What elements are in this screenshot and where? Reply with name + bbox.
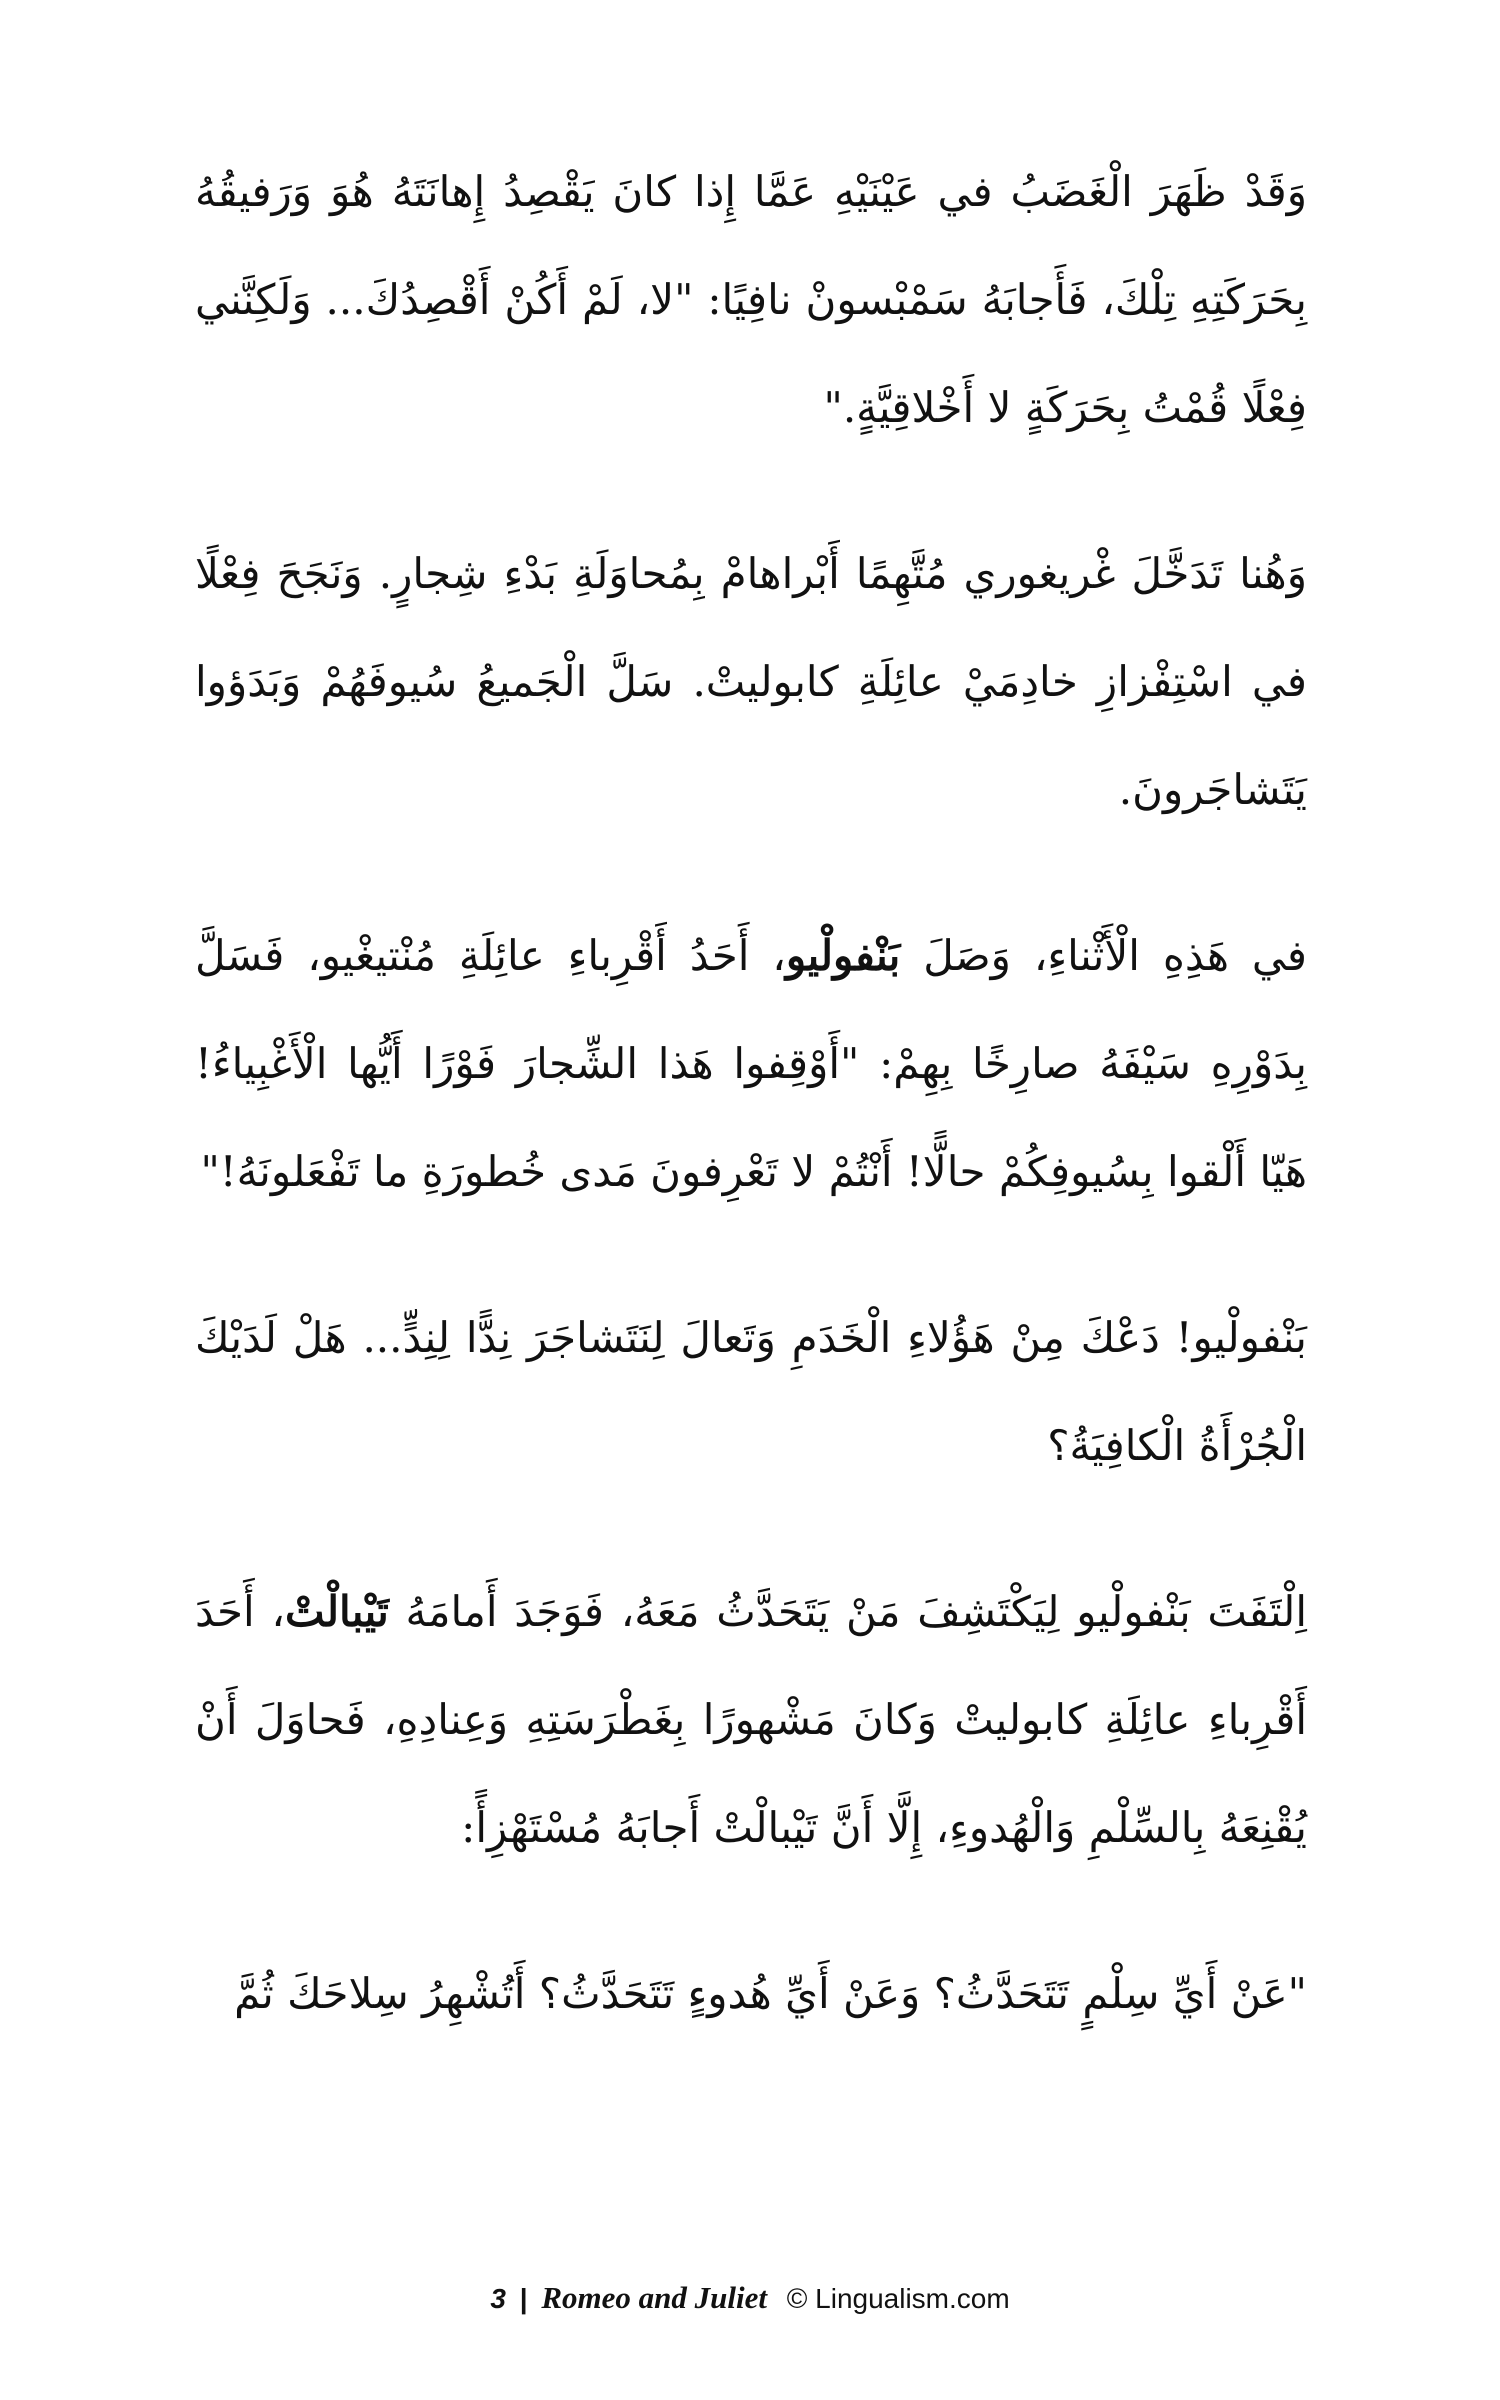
page-number: 3 (490, 2283, 506, 2314)
paragraph-1 (195, 138, 1307, 462)
paragraph-4-text: بَنْفولْيو! دَعْكَ مِنْ هَؤُلاءِ الْخَدَمِ وَتَعالَ لِنَتَشاجَرَ نِدًّا لِنِدٍّ... هَلْ لَدَيْكَ الْجُرْأَةُ الْكافِيَةُ؟ (195, 1313, 1307, 1470)
book-title: Romeo and Juliet (541, 2280, 767, 2315)
paragraph-5 (195, 1558, 1307, 1882)
paragraph-6 (195, 1940, 1307, 2048)
paragraph-3-text-start: في هَذِهِ الْأَثْناءِ، وَصَلَ (900, 931, 1307, 980)
paragraph-3 (195, 902, 1307, 1226)
footer-separator: | (519, 2283, 528, 2314)
paragraph-2 (195, 520, 1307, 844)
paragraph-2-text: وَهُنا تَدَخَّلَ غْريغوري مُتَّهِمًا أَبْراهامْ بِمُحاوَلَةِ بَدْءِ شِجارٍ. وَنَجَحَ فِعْلًا في اسْتِفْزازِ خادِمَيْ عائِلَةِ كابوليتْ. سَلَّ الْجَميعُ سُيوفَهُمْ وَبَدَؤوا يَتَشاجَرونَ. (195, 549, 1307, 814)
paragraph-5-text-start: اِلْتَفَتَ بَنْفولْيو لِيَكْتَشِفَ مَنْ يَتَحَدَّثُ مَعَهُ، فَوَجَدَ أَمامَهُ (388, 1587, 1307, 1636)
paragraph-4 (195, 1284, 1307, 1500)
character-name-benvolio: بَنْفولْيو (785, 931, 901, 980)
paragraph-1-text: وَقَدْ ظَهَرَ الْغَضَبُ في عَيْنَيْهِ عَمَّا إِذا كانَ يَقْصِدُ إِهانَتَهُ هُوَ وَرَفيقُهُ بِحَرَكَتِهِ تِلْكَ، فَأَجابَهُ سَمْبْسونْ نافِيًا: "لا، لَمْ أَكُنْ أَقْصِدُكَ... وَلَكِنَّني فِعْلًا قُمْتُ بِحَرَكَةٍ لا أَخْلاقِيَّةٍ." (195, 167, 1308, 432)
paragraph-6-text: "عَنْ أَيِّ سِلْمٍ تَتَحَدَّثُ؟ وَعَنْ أَيِّ هُدوءٍ تَتَحَدَّثُ؟ أَتُشْهِرُ سِلاحَكَ ثُمَّ (234, 1969, 1307, 2018)
paragraph-3-text-end: ، أَحَدُ أَقْرِباءِ عائِلَةِ مُنْتيغْيو، فَسَلَّ بِدَوْرِهِ سَيْفَهُ صارِخًا بِهِمْ: "أَوْقِفوا هَذا الشِّجارَ فَوْرًا أَيُّها الْأَغْبِياءُ! هَيّا أَلْقوا بِسُيوفِكُمْ حالًّا! أَنْتُمْ لا تَعْرِفونَ مَدى خُطورَةِ ما تَفْعَلونَهُ!" (195, 931, 1307, 1196)
character-name-tybalt: تَيْبالْتْ (284, 1587, 389, 1636)
page-footer (0, 2278, 1500, 2319)
arabic-text-body (195, 138, 1307, 2114)
copyright-text: © Lingualism.com (786, 2283, 1010, 2314)
paragraph-5-text-end: ، أَحَدَ أَقْرِباءِ عائِلَةِ كابوليتْ وَكانَ مَشْهورًا بِغَطْرَسَتِهِ وَعِنادِهِ، فَحاوَلَ أَنْ يُقْنِعَهُ بِالسِّلْمِ وَالْهُدوءِ، إِلَّا أَنَّ تَيْبالْتْ أَجابَهُ مُسْتَهْزِأً: (195, 1587, 1307, 1852)
